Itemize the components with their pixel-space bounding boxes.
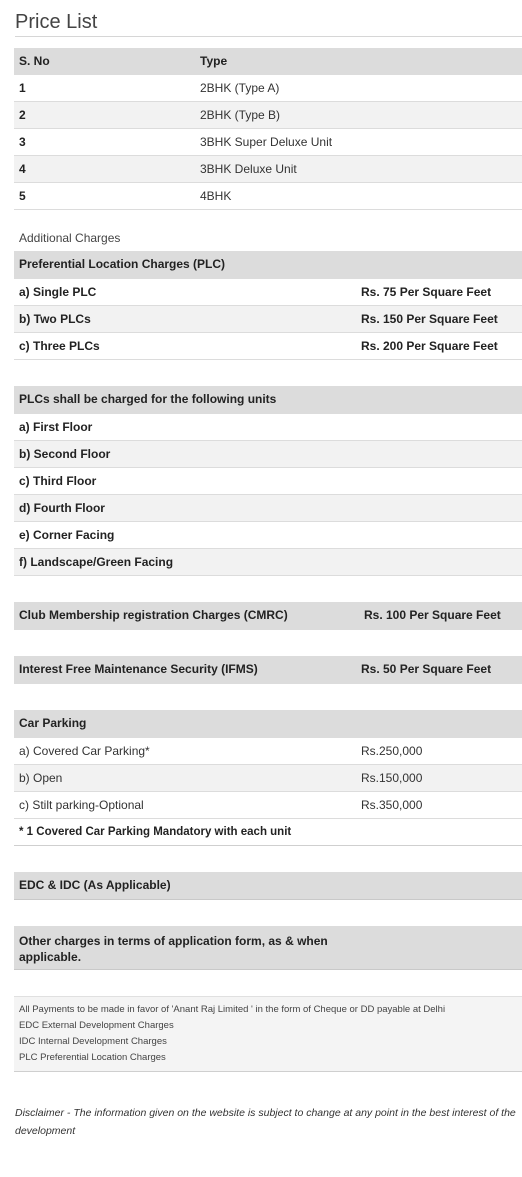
- list-item: [14, 468, 522, 495]
- parking-note: * 1 Covered Car Parking Mandatory with each unit: [19, 826, 292, 838]
- plc-value: Rs. 200 Per Square Feet: [361, 339, 498, 353]
- cmrc-label: Club Membership registration Charges (CMRC): [19, 608, 288, 622]
- ifms-value: Rs. 50 Per Square Feet: [361, 662, 492, 676]
- page-title: Price List: [15, 10, 522, 37]
- sno-cell: 5: [19, 189, 26, 203]
- list-item: [14, 495, 522, 522]
- plc-unit-item: a) First Floor: [19, 420, 93, 434]
- plc-units-heading-text: PLCs shall be charged for the following units: [19, 392, 277, 406]
- list-item: [14, 522, 522, 549]
- sno-column-header: S. No: [19, 54, 50, 68]
- edc-note: EDC External Development Charges: [19, 1020, 174, 1031]
- table-row: [14, 306, 522, 333]
- plc-note: PLC Preferential Location Charges: [19, 1052, 166, 1063]
- disclaimer: Disclaimer - The information given on the website is subject to change at any point in the best interest of the development: [15, 1107, 516, 1137]
- table-row: [14, 156, 522, 183]
- cmrc-row: [14, 602, 522, 630]
- plc-heading-text: Preferential Location Charges (PLC): [19, 257, 226, 271]
- plc-unit-item: c) Third Floor: [19, 474, 97, 488]
- type-column-header: Type: [200, 54, 228, 68]
- sno-cell: 4: [19, 162, 26, 176]
- sno-cell: 3: [19, 135, 26, 149]
- sno-cell: 2: [19, 108, 26, 122]
- type-cell: 4BHK: [200, 189, 232, 203]
- parking-label: c) Stilt parking-Optional: [19, 798, 144, 812]
- table-row: [14, 102, 522, 129]
- table-row: [14, 183, 522, 210]
- edc-idc-row: [14, 872, 522, 900]
- plc-value: Rs. 75 Per Square Feet: [361, 285, 492, 299]
- idc-note: IDC Internal Development Charges: [19, 1036, 167, 1047]
- cmrc-value: Rs. 100 Per Square Feet: [364, 608, 501, 622]
- parking-label: a) Covered Car Parking*: [19, 744, 150, 758]
- plc-label: b) Two PLCs: [19, 312, 91, 326]
- sno-cell: 1: [19, 81, 26, 95]
- plc-unit-item: b) Second Floor: [19, 447, 111, 461]
- edc-idc-text: EDC & IDC (As Applicable): [19, 878, 171, 892]
- table-row: [14, 792, 522, 819]
- parking-note-row: [14, 819, 522, 846]
- car-parking-heading-text: Car Parking: [19, 716, 87, 730]
- parking-label: b) Open: [19, 771, 63, 785]
- type-cell: 2BHK (Type B): [200, 108, 281, 122]
- ifms-label: Interest Free Maintenance Security (IFMS): [19, 662, 258, 676]
- table-row: [14, 75, 522, 102]
- payment-note: All Payments to be made in favor of 'Anant Raj Limited ' in the form of Cheque or DD payable at Delhi: [19, 1004, 446, 1015]
- table-row: [14, 738, 522, 765]
- type-cell: 3BHK Deluxe Unit: [200, 162, 297, 176]
- type-cell: 3BHK Super Deluxe Unit: [200, 135, 333, 149]
- plc-label: a) Single PLC: [19, 285, 97, 299]
- type-cell: 2BHK (Type A): [200, 81, 280, 95]
- plc-unit-item: f) Landscape/Green Facing: [19, 555, 174, 569]
- list-item: [14, 441, 522, 468]
- parking-value: Rs.150,000: [361, 771, 423, 785]
- price-table-header: [14, 48, 522, 75]
- payment-notes: [14, 996, 522, 1072]
- table-row: [14, 279, 522, 306]
- car-parking-heading: [14, 710, 522, 738]
- other-charges-text: Other charges in terms of application form, as & when applicable.: [19, 934, 328, 964]
- other-charges-row: [14, 926, 522, 970]
- table-row: [14, 333, 522, 360]
- list-item: [14, 549, 522, 576]
- plc-units-heading: [14, 386, 522, 414]
- parking-value: Rs.250,000: [361, 744, 423, 758]
- plc-label: c) Three PLCs: [19, 339, 100, 353]
- parking-value: Rs.350,000: [361, 798, 423, 812]
- plc-unit-item: e) Corner Facing: [19, 528, 115, 542]
- plc-value: Rs. 150 Per Square Feet: [361, 312, 498, 326]
- additional-charges-label: Additional Charges: [19, 231, 121, 245]
- plc-unit-item: d) Fourth Floor: [19, 501, 105, 515]
- table-row: [14, 765, 522, 792]
- table-row: [14, 129, 522, 156]
- list-item: [14, 414, 522, 441]
- ifms-row: [14, 656, 522, 684]
- plc-heading: [14, 251, 522, 279]
